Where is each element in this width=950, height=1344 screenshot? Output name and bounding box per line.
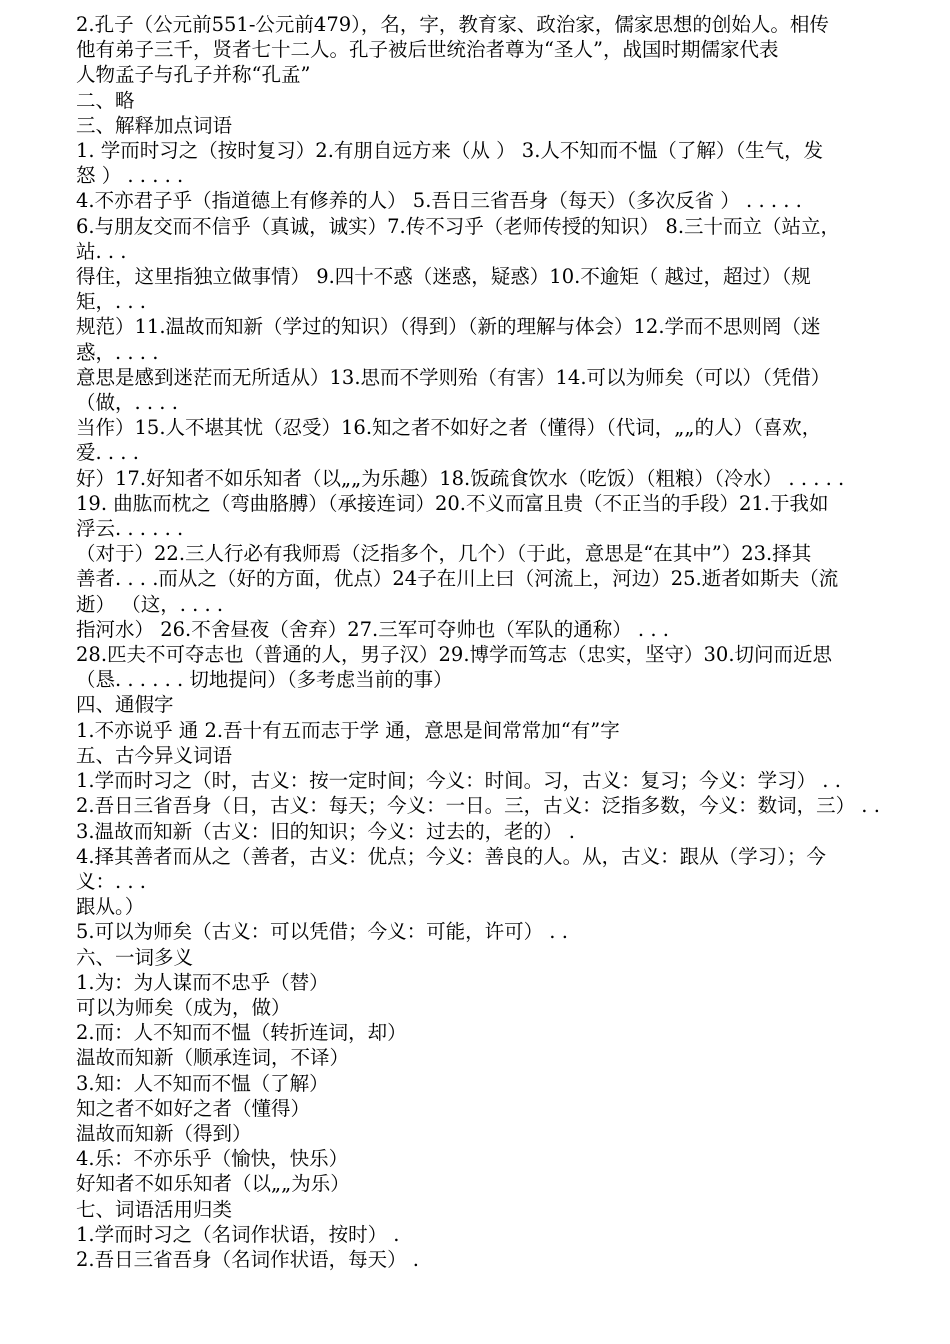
text-line: 善者. . . .而从之（好的方面，优点）24子在川上曰（河流上，河边）25.逝者如斯夫（流 xyxy=(76,567,839,591)
text-line: 好）17.好知者不如乐知者（以„„为乐趣）18.饭疏食饮水（吃饭）（粗粮）（冷水） . . . . . xyxy=(76,466,845,490)
text-line: 意思是感到迷茫而无所适从）13.思而不学则殆（有害）14.可以为师矣（可以）（凭借） xyxy=(76,365,831,389)
text-line: （对于）22.三人行必有我师焉（泛指多个，几个）（于此，意思是“在其中”）23.择其 xyxy=(76,542,812,566)
text-line: 七、词语活用归类 xyxy=(76,1197,233,1221)
text-line: 19. 曲肱而枕之（弯曲胳膊）（承接连词）20.不义而富且贵（不正当的手段）21.于我如 xyxy=(76,491,829,515)
text-line: 惑，. . . . xyxy=(76,340,159,364)
text-line: 浮云. . . . . . xyxy=(76,517,184,541)
text-line: 2.吾日三省吾身（日，古义：每天；今义：一日。三，古义：泛指多数，今义：数词，三） . . xyxy=(76,794,880,818)
text-line: 爱. . . . xyxy=(76,441,139,465)
text-line: 义：. . . xyxy=(76,869,146,893)
text-line: 得住，这里指独立做事情） 9.四十不惑（迷惑，疑惑）10.不逾矩（ 越过，超过）（规 xyxy=(76,265,811,289)
text-line: 28.匹夫不可夺志也（普通的人，男子汉）29.博学而笃志（忠实，坚守）30.切问而近思 xyxy=(76,643,833,667)
text-line: 2.而：人不知而不愠（转折连词，却） xyxy=(76,1021,407,1045)
text-line: 6.与朋友交而不信乎（真诚，诚实）7.传不习乎（老师传授的知识） 8.三十而立（站立， xyxy=(76,214,841,238)
text-line: 可以为师矣（成为，做） xyxy=(76,995,291,1019)
text-line: 规范）11.温故而知新（学过的知识）（得到）（新的理解与体会）12.学而不思则罔（迷 xyxy=(76,315,821,339)
text-line: 跟从。） xyxy=(76,895,145,919)
text-line: 人物孟子与孔子并称“孔孟” xyxy=(76,63,311,87)
text-line: 好知者不如乐知者（以„„为乐） xyxy=(76,1172,350,1196)
text-line: 1.为：为人谋而不忠乎（替） xyxy=(76,970,329,994)
text-line: 六、一词多义 xyxy=(76,945,194,969)
text-line: （恳. . . . . . 切地提问）（多考虑当前的事） xyxy=(76,668,453,692)
text-line: 温故而知新（顺承连词，不译） xyxy=(76,1046,350,1070)
text-line: 4.不亦君子乎（指道德上有修养的人） 5.吾日三省吾身（每天）（多次反省 ） . . . . . xyxy=(76,189,802,213)
text-line: 三、解释加点词语 xyxy=(76,113,233,137)
text-line: 4.乐：不亦乐乎（愉快，快乐） xyxy=(76,1147,349,1171)
text-line: 5.可以为师矣（古义：可以凭借；今义：可能，许可） . . xyxy=(76,920,568,944)
text-line: 二、略 xyxy=(76,88,135,112)
text-line: 3.温故而知新（古义：旧的知识；今义：过去的，老的） . xyxy=(76,819,576,843)
text-line: 矩，. . . xyxy=(76,290,146,314)
text-line: 怒 ） . . . . . xyxy=(76,164,184,188)
text-line: 五、古今异义词语 xyxy=(76,743,233,767)
text-line: 1.不亦说乎 通 2.吾十有五而志于学 通，意思是间常常加“有”字 xyxy=(76,718,620,742)
text-line: 指河水） 26.不舍昼夜（舍弃）27.三军可夺帅也（军队的通称） . . . xyxy=(76,617,669,641)
text-line: 他有弟子三千，贤者七十二人。孔子被后世统治者尊为“圣人”，战国时期儒家代表 xyxy=(76,38,779,62)
text-line: 逝） （这，. . . . xyxy=(76,592,224,616)
text-line: 温故而知新（得到） xyxy=(76,1121,252,1145)
text-line: 1. 学而时习之（按时复习）2.有朋自远方来（从 ） 3.人不知而不愠（了解）（生气，发 xyxy=(76,139,824,163)
text-line: 站. . . xyxy=(76,239,127,263)
text-line: 3.知：人不知而不愠（了解） xyxy=(76,1071,329,1095)
text-line: 2.孔子（公元前551-公元前479），名，字，教育家、政治家，儒家思想的创始人。相传 xyxy=(76,13,829,36)
text-line: 四、通假字 xyxy=(76,693,174,717)
text-line: 1.学而时习之（时，古义：按一定时间；今义：时间。习，古义：复习；今义：学习） . . xyxy=(76,769,841,793)
text-line: （做，. . . . xyxy=(76,391,178,415)
document-body xyxy=(76,12,904,1272)
text-line: 2.吾日三省吾身（名词作状语，每天） . xyxy=(76,1247,420,1271)
text-line: 当作）15.人不堪其忧（忍受）16.知之者不如好之者（懂得）（代词，„„的人）（喜欢， xyxy=(76,416,822,440)
text-line: 4.择其善者而从之（善者，古义：优点；今义：善良的人。从，古义：跟从（学习）；今 xyxy=(76,844,826,868)
text-line: 1.学而时习之（名词作状语，按时） . xyxy=(76,1222,400,1246)
text-line: 知之者不如好之者（懂得） xyxy=(76,1096,311,1120)
